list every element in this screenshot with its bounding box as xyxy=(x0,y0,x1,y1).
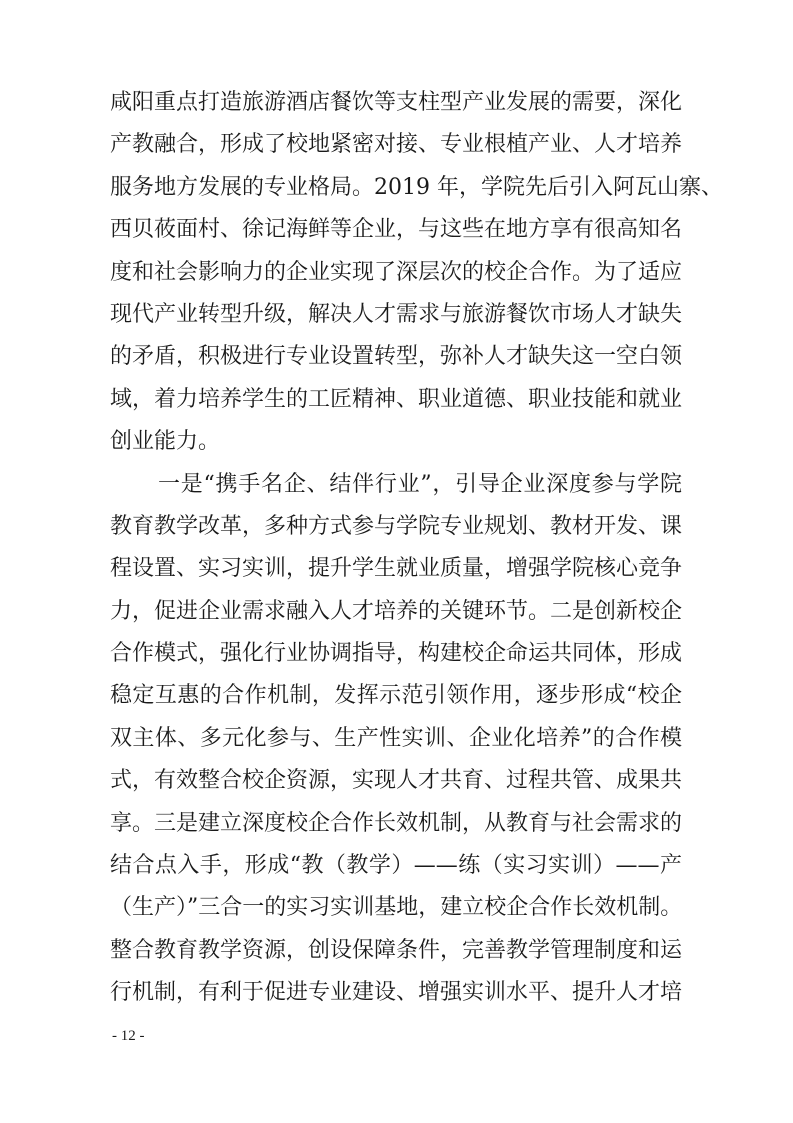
text-line: 度和社会影响力的企业实现了深层次的校企合作。为了适应 xyxy=(110,259,683,285)
text-line: 产教融合，形成了校地紧密对接、专业根植产业、人才培养 xyxy=(110,132,683,158)
text-line: 结合点入手，形成“教（教学）——练（实习实训）——产 xyxy=(110,853,682,879)
text-line: 咸阳重点打造旅游酒店餐饮等支柱型产业发展的需要，深化 xyxy=(110,90,683,115)
text-line: 域，着力培养学生的工匠精神、职业道德、职业技能和就业 xyxy=(110,386,683,412)
text-line: 一是“携手名企、结伴行业”，引导企业深度参与学院 xyxy=(158,471,682,497)
text-line: （生产）”三合一的实习实训基地，建立校企合作长效机制。 xyxy=(110,895,683,921)
text-line: 合作模式，强化行业协调指导，构建校企命运共同体，形成 xyxy=(110,641,683,667)
text-line: 整合教育教学资源，创设保障条件，完善教学管理制度和运 xyxy=(110,937,683,963)
text-line: 稳定互惠的合作机制，发挥示范引领作用，逐步形成“校企 xyxy=(110,683,682,709)
text-line: 现代产业转型升级，解决人才需求与旅游餐饮市场人才缺失 xyxy=(110,301,683,327)
text-line: 创业能力。 xyxy=(110,429,221,455)
text-line: 享。三是建立深度校企合作长效机制，从教育与社会需求的 xyxy=(110,810,683,836)
body-text xyxy=(110,82,723,1015)
text-line: 服务地方发展的专业格局。2019 年，学院先后引入阿瓦山寨、 xyxy=(110,174,723,200)
text-line: 双主体、多元化参与、生产性实训、企业化培养”的合作模 xyxy=(110,725,682,751)
text-line: 西贝莜面村、徐记海鲜等企业，与这些在地方享有很高知名 xyxy=(110,217,683,243)
text-line: 教育教学改革，多种方式参与学院专业规划、教材开发、课 xyxy=(110,513,683,539)
page-number: - 12 - xyxy=(112,1028,145,1044)
text-line: 式，有效整合校企资源，实现人才共育、过程共管、成果共 xyxy=(110,768,683,794)
text-line: 力，促进企业需求融入人才培养的关键环节。二是创新校企 xyxy=(110,598,683,624)
text-line: 的矛盾，积极进行专业设置转型，弥补人才缺失这一空白领 xyxy=(110,344,683,370)
text-line: 行机制，有利于促进专业建设、增强实训水平、提升人才培 xyxy=(110,980,683,1006)
text-line: 程设置、实习实训，提升学生就业质量，增强学院核心竞争 xyxy=(110,556,683,582)
